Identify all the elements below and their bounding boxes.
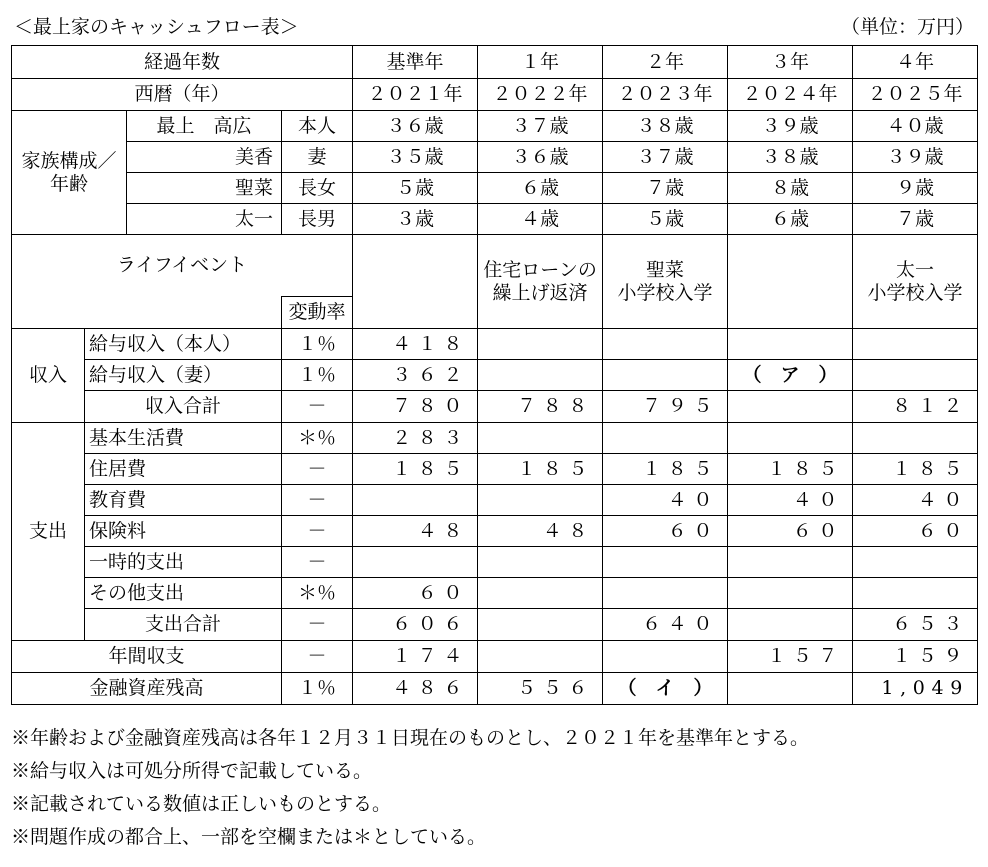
note-line: ※給与収入は可処分所得で記載している。 xyxy=(11,760,373,782)
member-age: ９歳 xyxy=(853,173,978,204)
member-age: ６歳 xyxy=(478,173,603,204)
year-col-1: １年 xyxy=(478,46,603,79)
income-value xyxy=(853,329,978,360)
income-label: 収入 xyxy=(12,329,85,423)
member-age: ７歳 xyxy=(603,173,728,204)
member-age: ４０歳 xyxy=(853,111,978,142)
expense-value: ４０ xyxy=(728,485,853,516)
expense-value xyxy=(478,485,603,516)
annual-balance-label: 年間収支 xyxy=(12,641,282,673)
calendar-col-1: ２０２２年 xyxy=(478,79,603,111)
expense-item-name: その他支出 xyxy=(85,578,282,609)
calendar-col-2: ２０２３年 xyxy=(603,79,728,111)
note-line: ※記載されている数値は正しいものとする。 xyxy=(11,793,392,815)
income-item-name: 給与収入（妻） xyxy=(85,360,282,391)
income-value xyxy=(728,329,853,360)
expense-total-value: ６４０ xyxy=(603,609,728,641)
elapsed-years-row xyxy=(12,46,978,79)
life-event-label: ライフイベント xyxy=(12,235,353,297)
expense-row xyxy=(12,578,978,609)
year-col-4: ４年 xyxy=(853,46,978,79)
expense-value: ２８３ xyxy=(353,423,478,454)
expense-value xyxy=(478,547,603,578)
annual-balance-value: １７４ xyxy=(353,641,478,673)
family-label-line2: 年齢 xyxy=(49,172,88,195)
family-label xyxy=(12,111,127,235)
expense-value xyxy=(728,423,853,454)
income-total-value: ７９５ xyxy=(603,391,728,423)
expense-rate: ＊％ xyxy=(282,423,353,454)
member-relation: 長女 xyxy=(282,173,353,204)
expense-total-value: ６０６ xyxy=(353,609,478,641)
income-value xyxy=(603,329,728,360)
expense-value: ４８ xyxy=(353,516,478,547)
expense-value: ６０ xyxy=(603,516,728,547)
expense-value: ４０ xyxy=(853,485,978,516)
income-value xyxy=(603,360,728,391)
annual-balance-value xyxy=(478,641,603,673)
member-age: ５歳 xyxy=(603,204,728,235)
annual-balance-row xyxy=(12,641,978,673)
financial-assets-label: 金融資産残高 xyxy=(12,673,282,705)
life-event-cell xyxy=(853,235,978,329)
life-event-cell xyxy=(478,235,603,329)
life-event-cell xyxy=(353,235,478,329)
family-row xyxy=(12,142,978,173)
expense-value: １８５ xyxy=(353,454,478,485)
life-event-line1: 太一 xyxy=(896,258,935,281)
expense-row xyxy=(12,423,978,454)
member-relation: 本人 xyxy=(282,111,353,142)
income-value: ３６２ xyxy=(353,360,478,391)
expense-value: １８５ xyxy=(728,454,853,485)
life-event-row xyxy=(12,235,978,297)
expense-value xyxy=(603,423,728,454)
note-line: ※年齢および金融資産残高は各年１２月３１日現在のものとし、２０２１年を基準年とする。 xyxy=(11,727,810,749)
expense-item-name: 保険料 xyxy=(85,516,282,547)
annual-balance-value: １５９ xyxy=(853,641,978,673)
member-age: ３歳 xyxy=(353,204,478,235)
financial-assets-value: ４８６ xyxy=(353,673,478,705)
table-title: ＜最上家のキャッシュフロー表＞ xyxy=(14,16,299,38)
expense-row xyxy=(12,485,978,516)
income-total-label: 収入合計 xyxy=(85,391,282,423)
member-name: 最上 高広 xyxy=(127,111,282,142)
financial-assets-value xyxy=(728,673,853,705)
member-age: ３９歳 xyxy=(728,111,853,142)
expense-value xyxy=(728,547,853,578)
expense-total-value xyxy=(478,609,603,641)
expense-value xyxy=(853,547,978,578)
expense-label: 支出 xyxy=(12,423,85,641)
life-event-cell xyxy=(728,235,853,329)
annual-balance-rate: － xyxy=(282,641,353,673)
family-row xyxy=(12,111,978,142)
income-total-rate: － xyxy=(282,391,353,423)
year-col-3: ３年 xyxy=(728,46,853,79)
member-age: ６歳 xyxy=(728,204,853,235)
member-name: 美香 xyxy=(127,142,282,173)
expense-rate: － xyxy=(282,485,353,516)
financial-assets-value: ５５６ xyxy=(478,673,603,705)
expense-value: ４０ xyxy=(603,485,728,516)
expense-total-rate: － xyxy=(282,609,353,641)
expense-total-row xyxy=(12,609,978,641)
expense-value xyxy=(478,423,603,454)
life-event-line1: 住宅ローンの xyxy=(483,258,597,281)
expense-value: ６０ xyxy=(728,516,853,547)
financial-assets-row xyxy=(12,673,978,705)
life-event-line2: 繰上げ返済 xyxy=(492,281,588,304)
income-total-value xyxy=(728,391,853,423)
calendar-year-row xyxy=(12,79,978,111)
member-age: ８歳 xyxy=(728,173,853,204)
note-line: ※問題作成の都合上、一部を空欄または＊としている。 xyxy=(11,826,487,848)
income-row xyxy=(12,329,978,360)
annual-balance-value xyxy=(603,641,728,673)
expense-item-name: 教育費 xyxy=(85,485,282,516)
expense-row xyxy=(12,454,978,485)
expense-value: ４８ xyxy=(478,516,603,547)
expense-value: １８５ xyxy=(603,454,728,485)
member-age: ３９歳 xyxy=(853,142,978,173)
member-age: ３８歳 xyxy=(728,142,853,173)
expense-value: ６０ xyxy=(353,578,478,609)
cash-flow-table xyxy=(11,45,978,705)
expense-value xyxy=(728,578,853,609)
member-age: ３７歳 xyxy=(478,111,603,142)
expense-value xyxy=(603,578,728,609)
life-event-line1: 聖菜 xyxy=(646,258,685,281)
income-value xyxy=(478,360,603,391)
income-item-name: 給与収入（本人） xyxy=(85,329,282,360)
income-row xyxy=(12,360,978,391)
expense-item-name: 一時的支出 xyxy=(85,547,282,578)
expense-value xyxy=(353,485,478,516)
year-col-0: 基準年 xyxy=(353,46,478,79)
member-age: ３８歳 xyxy=(603,111,728,142)
income-value xyxy=(478,329,603,360)
income-rate: １％ xyxy=(282,360,353,391)
member-age: ５歳 xyxy=(353,173,478,204)
financial-assets-rate: １％ xyxy=(282,673,353,705)
expense-value: ６０ xyxy=(853,516,978,547)
income-rate: １％ xyxy=(282,329,353,360)
annual-balance-value: １５７ xyxy=(728,641,853,673)
expense-rate: － xyxy=(282,516,353,547)
expense-value: １８５ xyxy=(478,454,603,485)
rate-header: 変動率 xyxy=(282,297,353,329)
expense-value: １８５ xyxy=(853,454,978,485)
income-total-row xyxy=(12,391,978,423)
unit-label: （単位：万円） xyxy=(840,16,974,38)
expense-value xyxy=(353,547,478,578)
income-total-value: ７８８ xyxy=(478,391,603,423)
income-total-value: ８１２ xyxy=(853,391,978,423)
calendar-col-4: ２０２５年 xyxy=(853,79,978,111)
family-row xyxy=(12,204,978,235)
member-relation: 長男 xyxy=(282,204,353,235)
calendar-col-0: ２０２１年 xyxy=(353,79,478,111)
member-name: 聖菜 xyxy=(127,173,282,204)
family-label-line1: 家族構成／ xyxy=(21,149,117,172)
expense-rate: － xyxy=(282,547,353,578)
expense-total-value: ６５３ xyxy=(853,609,978,641)
calendar-col-3: ２０２４年 xyxy=(728,79,853,111)
expense-value xyxy=(853,423,978,454)
notes xyxy=(11,722,809,854)
calendar-year-label: 西暦（年） xyxy=(12,79,353,111)
income-value: ４１８ xyxy=(353,329,478,360)
financial-assets-value: 1,049 xyxy=(853,673,978,705)
member-age: ３５歳 xyxy=(353,142,478,173)
expense-item-name: 基本生活費 xyxy=(85,423,282,454)
year-col-2: ２年 xyxy=(603,46,728,79)
expense-value xyxy=(853,578,978,609)
member-relation: 妻 xyxy=(282,142,353,173)
member-age: ３６歳 xyxy=(353,111,478,142)
expense-value xyxy=(478,578,603,609)
expense-row xyxy=(12,516,978,547)
life-event-line2: 小学校入学 xyxy=(867,281,963,304)
income-value xyxy=(853,360,978,391)
member-age: ７歳 xyxy=(853,204,978,235)
blank-i-value: （ イ ） xyxy=(603,673,728,705)
life-event-line2: 小学校入学 xyxy=(617,281,713,304)
member-age: ３６歳 xyxy=(478,142,603,173)
life-event-cell xyxy=(603,235,728,329)
blank-a-value: （ ア ） xyxy=(728,360,853,391)
income-total-value: ７８０ xyxy=(353,391,478,423)
expense-total-label: 支出合計 xyxy=(85,609,282,641)
elapsed-years-label: 経過年数 xyxy=(12,46,353,79)
expense-row xyxy=(12,547,978,578)
expense-total-value xyxy=(728,609,853,641)
expense-item-name: 住居費 xyxy=(85,454,282,485)
member-age: ４歳 xyxy=(478,204,603,235)
member-name: 太一 xyxy=(127,204,282,235)
expense-rate: ＊％ xyxy=(282,578,353,609)
member-age: ３７歳 xyxy=(603,142,728,173)
family-row xyxy=(12,173,978,204)
expense-rate: － xyxy=(282,454,353,485)
expense-value xyxy=(603,547,728,578)
